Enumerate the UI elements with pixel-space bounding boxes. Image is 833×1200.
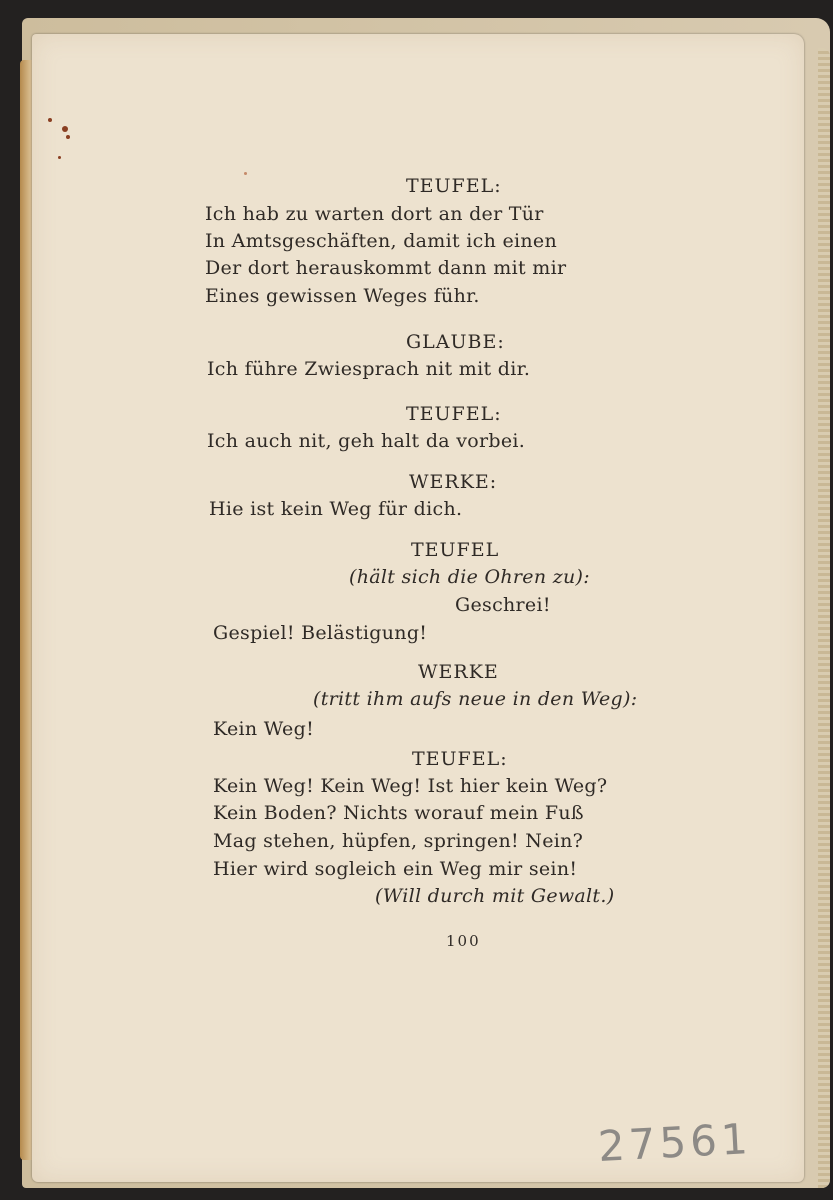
verse-line: Hier wird sogleich ein Weg mir sein!: [213, 858, 578, 880]
accession-number: 27561: [596, 1114, 753, 1171]
verse-line: Mag stehen, hüpfen, springen! Nein?: [213, 830, 584, 852]
speaker-name: WERKE:: [409, 471, 498, 493]
ink-spot: [66, 135, 70, 139]
verse-line: Kein Weg! Kein Weg! Ist hier kein Weg?: [213, 775, 608, 797]
speaker-name: TEUFEL:: [406, 175, 502, 197]
speaker-name: TEUFEL:: [412, 748, 508, 770]
verse-line: Eines gewissen Weges führ.: [205, 285, 480, 307]
stage-direction: (hält sich die Ohren zu):: [349, 566, 590, 588]
verse-line: Kein Weg!: [213, 718, 315, 740]
speaker-name: WERKE: [418, 661, 499, 683]
verse-line: Geschrei!: [455, 594, 551, 616]
verse-line: Ich auch nit, geh halt da vorbei.: [207, 430, 526, 452]
verse-line: Der dort herauskommt dann mit mir: [205, 257, 567, 279]
speaker-name: TEUFEL:: [406, 403, 502, 425]
verse-line: Gespiel! Belästigung!: [213, 622, 428, 644]
verse-line: Ich führe Zwiesprach nit mit dir.: [207, 358, 531, 380]
ink-spot: [62, 126, 68, 132]
verse-line: Ich hab zu warten dort an der Tür: [205, 203, 544, 225]
ink-spot: [244, 172, 247, 175]
page-number: 100: [446, 932, 481, 950]
ink-spot: [58, 156, 61, 159]
verse-line: Hie ist kein Weg für dich.: [209, 498, 463, 520]
page-edge: [818, 48, 830, 1188]
stage-direction: (Will durch mit Gewalt.): [375, 885, 615, 907]
speaker-name: TEUFEL: [411, 539, 500, 561]
book-page: [32, 34, 804, 1182]
verse-line: In Amtsgeschäften, damit ich einen: [205, 230, 557, 252]
stage-direction: (tritt ihm aufs neue in den Weg):: [313, 688, 638, 710]
ink-spot: [48, 118, 52, 122]
verse-line: Kein Boden? Nichts worauf mein Fuß: [213, 802, 584, 824]
speaker-name: GLAUBE:: [406, 331, 505, 353]
